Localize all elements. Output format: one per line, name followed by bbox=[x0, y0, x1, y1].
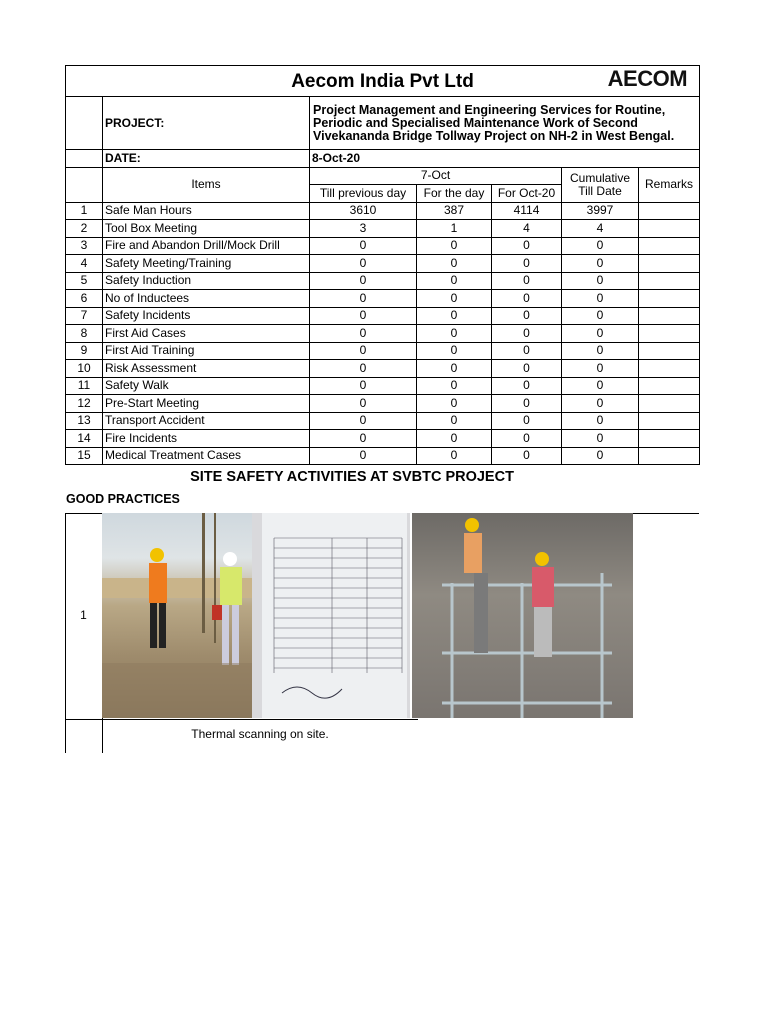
remarks-header: Remarks bbox=[639, 167, 700, 202]
cell-month: 0 bbox=[492, 237, 562, 255]
cell-no: 15 bbox=[66, 447, 103, 465]
cell-month: 0 bbox=[492, 342, 562, 360]
table-row bbox=[66, 447, 700, 465]
cell-remarks bbox=[639, 342, 700, 360]
cell-remarks bbox=[639, 447, 700, 465]
cell-item: Risk Assessment bbox=[103, 360, 310, 378]
cell-remarks bbox=[639, 325, 700, 343]
cell-remarks bbox=[639, 290, 700, 308]
cell-remarks bbox=[639, 202, 700, 220]
cell-item: Safety Meeting/Training bbox=[103, 255, 310, 273]
cell-cum: 0 bbox=[562, 272, 639, 290]
items-header: Items bbox=[103, 167, 310, 202]
cell-prev: 0 bbox=[310, 447, 417, 465]
cell-prev: 0 bbox=[310, 307, 417, 325]
cell-no: 6 bbox=[66, 290, 103, 308]
cell-month: 0 bbox=[492, 272, 562, 290]
cell-no: 7 bbox=[66, 307, 103, 325]
cell-month: 0 bbox=[492, 447, 562, 465]
cell-month: 4114 bbox=[492, 202, 562, 220]
cell-cum: 0 bbox=[562, 290, 639, 308]
cell-cum: 0 bbox=[562, 237, 639, 255]
cell-cum: 0 bbox=[562, 395, 639, 413]
cell-item: Transport Accident bbox=[103, 412, 310, 430]
cell-item: No of Inductees bbox=[103, 290, 310, 308]
cell-cum: 0 bbox=[562, 377, 639, 395]
cell-remarks bbox=[639, 272, 700, 290]
logo-text: AECOM bbox=[607, 66, 688, 91]
cell-prev: 0 bbox=[310, 237, 417, 255]
cell-no: 11 bbox=[66, 377, 103, 395]
project-label: PROJECT: bbox=[103, 97, 310, 150]
blank-cell bbox=[66, 97, 103, 150]
cell-no: 5 bbox=[66, 272, 103, 290]
cell-prev: 0 bbox=[310, 377, 417, 395]
cell-day: 0 bbox=[417, 272, 492, 290]
cell-cum: 0 bbox=[562, 360, 639, 378]
cell-prev: 0 bbox=[310, 272, 417, 290]
project-description: Project Management and Engineering Services for Routine, Periodic and Specialised Maintenance Work of Second Vivekananda Bridge Tollway Project on NH-2 in West Bengal. bbox=[310, 97, 700, 150]
cell-no: 8 bbox=[66, 325, 103, 343]
cell-no: 4 bbox=[66, 255, 103, 273]
cell-cum: 4 bbox=[562, 220, 639, 238]
cell-remarks bbox=[639, 395, 700, 413]
cell-item: Safety Walk bbox=[103, 377, 310, 395]
table-row bbox=[66, 290, 700, 308]
table-row bbox=[66, 220, 700, 238]
photo-attendance-sheet bbox=[252, 513, 410, 718]
cell-prev: 0 bbox=[310, 255, 417, 273]
table-row bbox=[66, 412, 700, 430]
cell-prev: 3610 bbox=[310, 202, 417, 220]
cell-item: Medical Treatment Cases bbox=[103, 447, 310, 465]
cell-cum: 0 bbox=[562, 307, 639, 325]
table-row bbox=[66, 237, 700, 255]
cell-remarks bbox=[639, 255, 700, 273]
cell-prev: 0 bbox=[310, 360, 417, 378]
date-value: 8-Oct-20 bbox=[310, 150, 700, 168]
table-row bbox=[66, 360, 700, 378]
cell-cum: 0 bbox=[562, 430, 639, 448]
table-row bbox=[66, 202, 700, 220]
cell-month: 4 bbox=[492, 220, 562, 238]
cell-month: 0 bbox=[492, 325, 562, 343]
for-month-header: For Oct-20 bbox=[492, 185, 562, 203]
cell-item: First Aid Cases bbox=[103, 325, 310, 343]
cell-item: Safety Incidents bbox=[103, 307, 310, 325]
cell-no: 3 bbox=[66, 237, 103, 255]
table-row bbox=[66, 255, 700, 273]
cell-month: 0 bbox=[492, 255, 562, 273]
cell-remarks bbox=[639, 412, 700, 430]
cell-prev: 0 bbox=[310, 290, 417, 308]
cell-day: 0 bbox=[417, 325, 492, 343]
cell-day: 387 bbox=[417, 202, 492, 220]
cell-no: 14 bbox=[66, 430, 103, 448]
cell-month: 0 bbox=[492, 290, 562, 308]
cell-day: 1 bbox=[417, 220, 492, 238]
cell-remarks bbox=[639, 220, 700, 238]
cell-item: First Aid Training bbox=[103, 342, 310, 360]
cell-item: Fire and Abandon Drill/Mock Drill bbox=[103, 237, 310, 255]
cell-cum: 0 bbox=[562, 412, 639, 430]
cell-cum: 0 bbox=[562, 342, 639, 360]
blank-cell bbox=[66, 150, 103, 168]
table-row bbox=[66, 272, 700, 290]
cell-no: 1 bbox=[66, 202, 103, 220]
table-row bbox=[66, 307, 700, 325]
for-the-day-header: For the day bbox=[417, 185, 492, 203]
cell-prev: 0 bbox=[310, 395, 417, 413]
cell-no: 10 bbox=[66, 360, 103, 378]
cell-day: 0 bbox=[417, 447, 492, 465]
cell-no: 2 bbox=[66, 220, 103, 238]
cell-day: 0 bbox=[417, 307, 492, 325]
blank-cell bbox=[66, 167, 103, 202]
cell-day: 0 bbox=[417, 255, 492, 273]
cell-prev: 0 bbox=[310, 412, 417, 430]
practice-number: 1 bbox=[80, 608, 87, 622]
cell-day: 0 bbox=[417, 290, 492, 308]
cell-cum: 0 bbox=[562, 447, 639, 465]
photo-caption: Thermal scanning on site. bbox=[191, 727, 329, 741]
good-practices-label: GOOD PRACTICES bbox=[66, 492, 180, 506]
cell-day: 0 bbox=[417, 360, 492, 378]
cell-day: 0 bbox=[417, 430, 492, 448]
cell-month: 0 bbox=[492, 307, 562, 325]
photo-scaffolding-work bbox=[412, 513, 633, 718]
table-row bbox=[66, 342, 700, 360]
cell-remarks bbox=[639, 377, 700, 395]
table-row bbox=[66, 325, 700, 343]
cell-day: 0 bbox=[417, 377, 492, 395]
till-previous-header: Till previous day bbox=[310, 185, 417, 203]
cell-month: 0 bbox=[492, 377, 562, 395]
cell-day: 0 bbox=[417, 395, 492, 413]
date-label: DATE: bbox=[103, 150, 310, 168]
aecom-logo bbox=[607, 66, 688, 91]
photo-thermal-scanning bbox=[102, 513, 252, 718]
cell-no: 13 bbox=[66, 412, 103, 430]
table-row bbox=[66, 377, 700, 395]
cell-day: 0 bbox=[417, 412, 492, 430]
cell-item: Safe Man Hours bbox=[103, 202, 310, 220]
cell-remarks bbox=[639, 360, 700, 378]
cell-prev: 0 bbox=[310, 342, 417, 360]
cell-remarks bbox=[639, 307, 700, 325]
cell-item: Safety Induction bbox=[103, 272, 310, 290]
cell-item: Fire Incidents bbox=[103, 430, 310, 448]
cell-month: 0 bbox=[492, 412, 562, 430]
cell-prev: 0 bbox=[310, 430, 417, 448]
cell-no: 12 bbox=[66, 395, 103, 413]
table-row bbox=[66, 430, 700, 448]
cell-cum: 3997 bbox=[562, 202, 639, 220]
company-title: Aecom India Pvt Ltd bbox=[291, 70, 474, 92]
cell-no: 9 bbox=[66, 342, 103, 360]
cell-day: 0 bbox=[417, 237, 492, 255]
cell-cum: 0 bbox=[562, 255, 639, 273]
date-group-header: 7-Oct bbox=[310, 167, 562, 185]
cell-remarks bbox=[639, 237, 700, 255]
cell-month: 0 bbox=[492, 360, 562, 378]
cell-item: Pre-Start Meeting bbox=[103, 395, 310, 413]
cell-prev: 3 bbox=[310, 220, 417, 238]
table-row bbox=[66, 395, 700, 413]
cell-month: 0 bbox=[492, 395, 562, 413]
cell-remarks bbox=[639, 430, 700, 448]
cell-day: 0 bbox=[417, 342, 492, 360]
company-title-cell bbox=[66, 66, 700, 97]
good-practices-grid bbox=[65, 513, 699, 753]
safety-report-table bbox=[65, 65, 700, 465]
cell-cum: 0 bbox=[562, 325, 639, 343]
cell-prev: 0 bbox=[310, 325, 417, 343]
cumulative-header: Cumulative Till Date bbox=[562, 167, 639, 202]
cell-month: 0 bbox=[492, 430, 562, 448]
section-title: SITE SAFETY ACTIVITIES AT SVBTC PROJECT bbox=[190, 469, 514, 485]
cell-item: Tool Box Meeting bbox=[103, 220, 310, 238]
